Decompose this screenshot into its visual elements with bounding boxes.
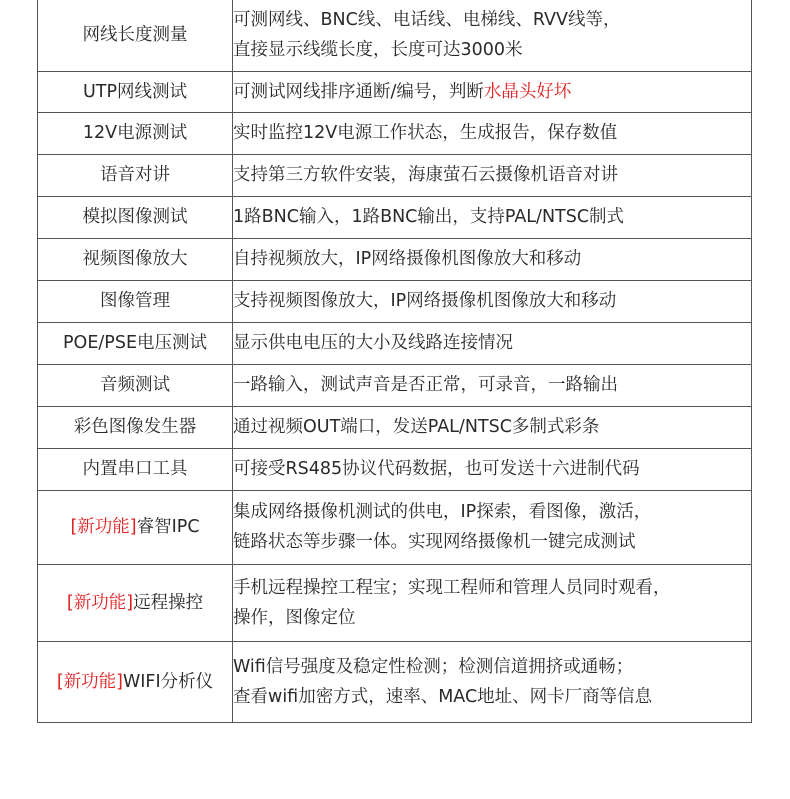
feature-name-text: 远程操控 xyxy=(133,592,204,613)
feature-name-text: WIFI分析仪 xyxy=(122,671,214,692)
table-row xyxy=(38,112,752,154)
table-row xyxy=(38,448,752,490)
feature-name: 彩色图像发生器 xyxy=(38,406,233,448)
feature-desc: 支持视频图像放大，IP网络摄像机图像放大和移动 xyxy=(233,280,752,322)
table-row xyxy=(38,641,752,722)
feature-name: UTP网线测试 xyxy=(38,71,233,112)
new-feature-tag: [新功能] xyxy=(70,517,137,537)
feature-name: 12V电源测试 xyxy=(38,112,233,154)
feature-name-text: 睿智IPC xyxy=(136,517,200,537)
table-row xyxy=(38,280,752,322)
feature-desc: 自持视频放大，IP网络摄像机图像放大和移动 xyxy=(233,238,752,280)
table-row xyxy=(38,406,752,448)
desc-highlight: 水晶头好坏 xyxy=(483,81,572,102)
feature-name: 网线长度测量 xyxy=(38,0,233,71)
feature-desc: 一路输入，测试声音是否正常，可录音，一路输出 xyxy=(233,364,752,406)
table-row xyxy=(38,490,752,564)
table-row xyxy=(38,71,752,112)
feature-name: 语音对讲 xyxy=(38,154,233,196)
feature-desc xyxy=(233,641,752,722)
table-row xyxy=(38,196,752,238)
desc-text: 可测试网线排序通断/编号，判断 xyxy=(233,81,484,102)
new-feature-tag: [新功能] xyxy=(56,671,123,692)
feature-desc: 显示供电电压的大小及线路连接情况 xyxy=(233,322,752,364)
feature-desc xyxy=(233,490,752,564)
desc-line: 查看wifi加密方式，速率、MAC地址、网卡厂商等信息 xyxy=(233,686,653,707)
feature-spec-table xyxy=(37,0,752,723)
feature-name: 视频图像放大 xyxy=(38,238,233,280)
feature-desc: 支持第三方软件安装，海康萤石云摄像机语音对讲 xyxy=(233,154,752,196)
feature-desc: 通过视频OUT端口，发送PAL/NTSC多制式彩条 xyxy=(233,406,752,448)
desc-line: 集成网络摄像机测试的供电，IP探索，看图像，激活， xyxy=(233,502,652,522)
desc-line: 手机远程操控工程宝；实现工程师和管理人员同时观看， xyxy=(233,577,671,598)
desc-line: 操作，图像定位 xyxy=(233,607,356,628)
desc-line: 可测网线、BNC线、电话线、电梯线、RVV线等， xyxy=(233,10,621,31)
table-row xyxy=(38,154,752,196)
table-row xyxy=(38,322,752,364)
table-row xyxy=(38,238,752,280)
feature-desc xyxy=(233,0,752,71)
feature-name xyxy=(38,641,233,722)
desc-line: 直接显示线缆长度，长度可达3000米 xyxy=(233,40,523,61)
table-row xyxy=(38,564,752,641)
feature-name xyxy=(38,564,233,641)
desc-line: 链路状态等步骤一体。实现网络摄像机一键完成测试 xyxy=(233,532,636,552)
desc-line: Wifi信号强度及稳定性检测；检测信道拥挤或通畅； xyxy=(233,656,634,677)
feature-desc xyxy=(233,564,752,641)
feature-desc: 1路BNC输入，1路BNC输出，支持PAL/NTSC制式 xyxy=(233,196,752,238)
feature-name: 模拟图像测试 xyxy=(38,196,233,238)
table-row xyxy=(38,0,752,71)
table-row xyxy=(38,364,752,406)
feature-desc xyxy=(233,71,752,112)
feature-name: 图像管理 xyxy=(38,280,233,322)
feature-desc: 可接受RS485协议代码数据，也可发送十六进制代码 xyxy=(233,448,752,490)
feature-desc: 实时监控12V电源工作状态，生成报告，保存数值 xyxy=(233,112,752,154)
new-feature-tag: [新功能] xyxy=(66,592,134,613)
feature-name xyxy=(38,490,233,564)
feature-name: 内置串口工具 xyxy=(38,448,233,490)
feature-name: POE/PSE电压测试 xyxy=(38,322,233,364)
feature-name: 音频测试 xyxy=(38,364,233,406)
